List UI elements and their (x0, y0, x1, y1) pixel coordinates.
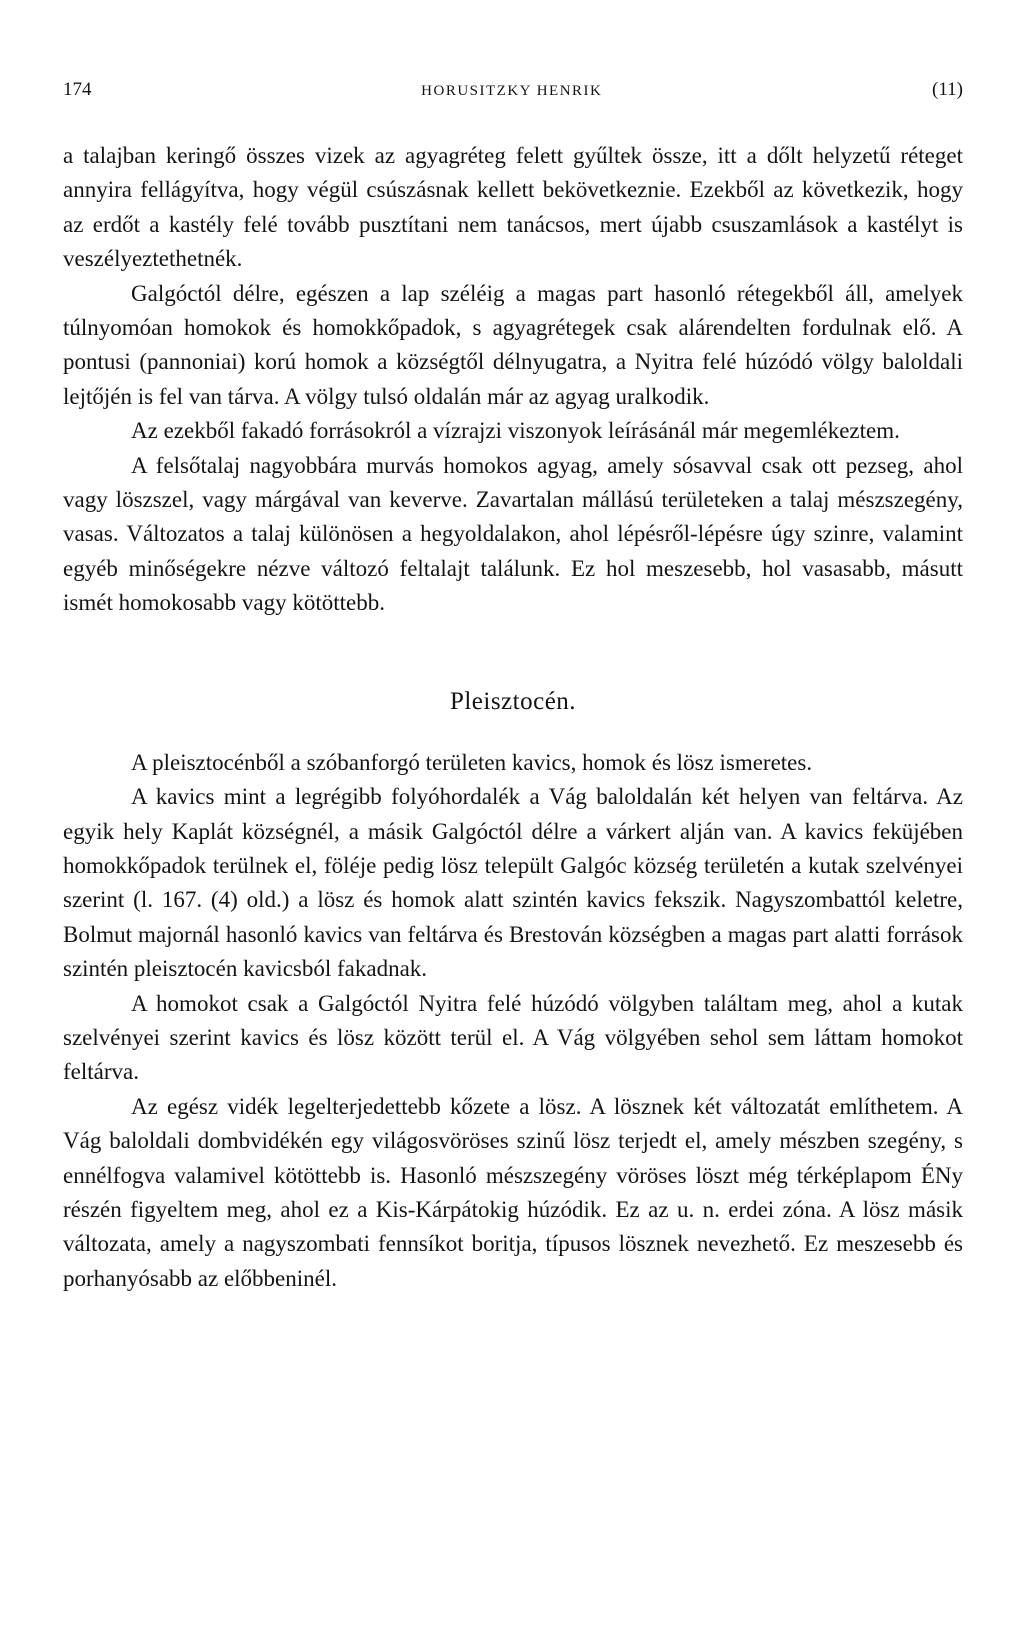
paragraph: Az egész vidék legelterjedettebb kőzete a lösz. A lösznek két változatát említhetem. A Vág baloldali dombvidékén egy világosvöröses szinű lösz terjedt el, amely mészben szegény, s ennélfogva valamivel kötöttebb is. Hasonló mészszegény vöröses löszt még térképlapom ÉNy részén figyeltem meg, ahol ez a Kis-Kárpátokig húzódik. Ez az u. n. erdei zóna. A lösz másik változata, amely a nagyszombati fennsíkot boritja, típusos lösznek nevezhető. Ez meszesebb és porhanyósabb az előbbeninél. (63, 1093, 963, 1291)
running-header (63, 78, 963, 102)
paragraphs-after (63, 746, 963, 1297)
body-text (63, 139, 963, 1296)
paragraph: Galgóctól délre, egészen a lap széléig a magas part hasonló rétegekből áll, amelyek túlnyomóan homokok és homokkőpadok, s agyagrétegek csak alárendelten fordulnak elő. A pontusi (pannoniai) korú homok a községtől délnyugatra, a Nyitra felé húzódó völgy baloldali lejtőjén is fel van tárva. A völgy tulsó oldalán már az agyag uralkodik. (63, 280, 963, 409)
document-page (63, 78, 963, 1296)
paragraph: A felsőtalaj nagyobbára murvás homokos agyag, amely sósavval csak ott pezseg, ahol vagy löszszel, vagy márgával van keverve. Zavartalan mállású területeken a talaj mészszegény, vasas. Változatos a talaj különösen a hegyoldalakon, ahol lépésről-lépésre úgy szinre, valamint egyéb minőségekre nézve változó feltalajt találunk. Ez hol meszesebb, hol vasasabb, másutt ismét homokosabb vagy kötöttebb. (63, 452, 963, 616)
paragraph: A homokot csak a Galgóctól Nyitra felé húzódó völgyben találtam meg, ahol a kutak szelvényei szerint kavics és lösz között terül el. A Vág völgyében sehol sem láttam homokot feltárva. (63, 990, 963, 1085)
paragraph: a talajban keringő összes vizek az agyagréteg felett gyűltek össze, itt a dőlt helyzetű réteget annyira fellágyítva, hogy végül csúszásnak kellett bekövetkeznie. Ezekből az következik, hogy az erdőt a kastély felé tovább pusztítani nem tanácsos, mert újabb csuszamlások a kastélyt is veszélyeztethetnék. (63, 143, 963, 272)
paragraph: Az ezekből fakadó forrásokról a vízrajzi viszonyok leírásánál már megemlékeztem. (131, 418, 900, 444)
running-title: HORUSITZKY HENRIK (421, 83, 603, 99)
paragraphs-before (63, 139, 963, 621)
section-heading: Pleisztocén. (449, 687, 577, 715)
paragraph: A kavics mint a legrégibb folyóhordalék a Vág baloldalán két helyen van feltárva. Az egyik hely Kaplát községnél, a másik Galgóctól délre a várkert alján van. A kavics feküjében homokkőpadok terülnek el, föléje pedig lösz települt Galgóc község területén a kutak szelvényei szerint (l. 167. (4) old.) a lösz és homok alatt szintén kavics fekszik. Nagyszombattól keletre, Bolmut majornál hasonló kavics van feltárva és Brestován községben a magas part alatti források szintén pleisztocén kavicsból fakadnak. (63, 784, 963, 982)
paragraph: A pleisztocénből a szóbanforgó területen kavics, homok és lösz ismeretes. (131, 749, 813, 775)
chapter-number: (11) (932, 79, 963, 100)
page-number: 174 (63, 79, 92, 100)
